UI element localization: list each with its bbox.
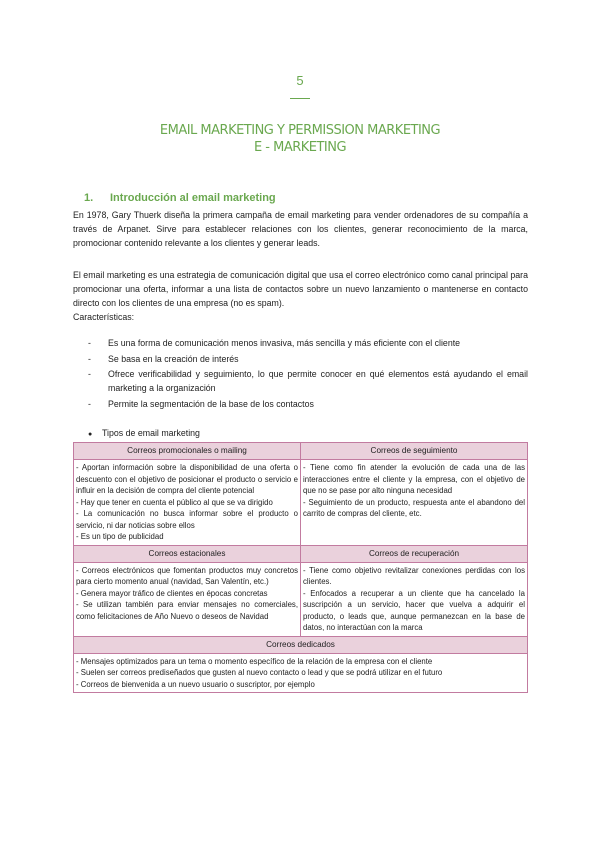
header-dedicados: Correos dedicados [74, 636, 528, 653]
dash-marker: - [88, 369, 91, 379]
page-number: 5 [296, 73, 304, 88]
dash-marker: - [88, 353, 91, 364]
list-item-text: Es una forma de comunicación menos invasiva, más sencilla y más eficiente con el cliente [108, 338, 461, 348]
title-line-2: E - MARKETING [253, 140, 347, 155]
dash-marker: - [88, 338, 91, 348]
cell-dedicados [74, 653, 528, 693]
cell-line: - Hay que tener en cuenta el público al que se va dirigido [76, 497, 273, 507]
cell-line: - Genera mayor tráfico de clientes en épocas concretas [76, 588, 268, 598]
cell-recuperacion [301, 562, 528, 636]
title-line-1: EMAIL MARKETING Y PERMISSION MARKETING [159, 123, 441, 138]
types-heading [88, 428, 200, 438]
intro-paragraph: En 1978, Gary Thuerk diseña la primera campaña de email marketing para vender ordenadores de su compañía a través de Arpanet. Sirve para establecer relaciones con los clientes, generar reconocimiento de la marca, promocionar contenido relevante a los clientes y generar leads. [73, 210, 528, 248]
cell-line: - La comunicación no busca informar sobre el producto o servicio, ni dar noticias sobre ellos [76, 509, 298, 530]
page-number-rule [290, 98, 310, 99]
definition-block [73, 268, 528, 324]
cell-line: - Correos electrónicos que fomentan productos muy concretos para cierto momento anual (navidad, San Valentín, etc.) [76, 565, 298, 586]
list-item-text: Se basa en la creación de interés [108, 353, 239, 364]
section-number: 1. [84, 192, 94, 204]
cell-line: - Mensajes optimizados para un tema o momento específico de la relación de la empresa con el cliente [76, 656, 433, 666]
list-item [88, 367, 528, 395]
cell-promocionales [74, 460, 301, 546]
cell-line: - Tiene como objetivo revitalizar conexiones perdidas con los clientes. [303, 565, 525, 586]
cell-line: - Suelen ser correos prediseñados que gusten al nuevo contacto o lead y que se podrá utilizar en el futuro [76, 668, 443, 677]
dash-marker: - [88, 398, 91, 409]
header-estacionales: Correos estacionales [74, 545, 301, 562]
cell-line: - Aportan información sobre la disponibilidad de una oferta o descuento con el objetivo de posicionar el producto o servicio e influir en la decisión de compra del cliente potencial [76, 463, 298, 495]
header-seguimiento: Correos de seguimiento [301, 443, 528, 460]
bullet-icon: ● [88, 431, 93, 438]
characteristics-list [88, 336, 528, 412]
section-heading [84, 192, 276, 204]
cell-line: - Es un tipo de publicidad [76, 532, 164, 541]
types-heading-text: Tipos de email marketing [102, 428, 200, 438]
cell-line: - Se utilizan también para enviar mensajes no comerciales, como felicitaciones de Año Nuevo o deseos de Navidad [76, 600, 298, 621]
list-item [88, 397, 528, 411]
cell-estacionales [74, 562, 301, 636]
list-item-text: Ofrece verificabilidad y seguimiento, lo que permite conocer en qué elementos está ayudando el email marketing a la organización [108, 369, 528, 393]
characteristics-label: Características: [73, 312, 135, 322]
list-item [88, 352, 528, 366]
email-types-table [73, 442, 528, 693]
cell-line: - Enfocados a recuperar a un cliente que ha cancelado la suscripción a un servicio, hacer que vuelva a adquirir el producto, o leads que, aunque permanezcan en la base de datos, no interactúan con la marca [303, 588, 525, 632]
cell-line: - Tiene como fin atender la evolución de cada una de las interacciones entre el cliente y la empresa, con el objetivo de que no se pase por alto ninguna necesidad [303, 463, 525, 495]
cell-line: - Seguimiento de un producto, respuesta ante el abandono del carrito de compras del cliente, etc. [303, 497, 525, 518]
header-recuperacion: Correos de recuperación [301, 545, 528, 562]
list-item-text: Permite la segmentación de la base de los contactos [108, 398, 314, 409]
definition-paragraph: El email marketing es una estrategia de comunicación digital que usa el correo electrónico como canal principal para promocionar una oferta, informar a una lista de contactos sobre un nuevo lanzamiento o mantenerse en contacto directo con los clientes de una empresa (no es spam). [73, 270, 528, 308]
header-promocionales: Correos promocionales o mailing [74, 443, 301, 460]
cell-seguimiento [301, 460, 528, 546]
document-title [0, 122, 600, 156]
section-title: Introducción al email marketing [110, 192, 276, 204]
cell-line: - Correos de bienvenida a un nuevo usuario o suscriptor, por ejemplo [76, 679, 315, 689]
list-item [88, 336, 528, 350]
